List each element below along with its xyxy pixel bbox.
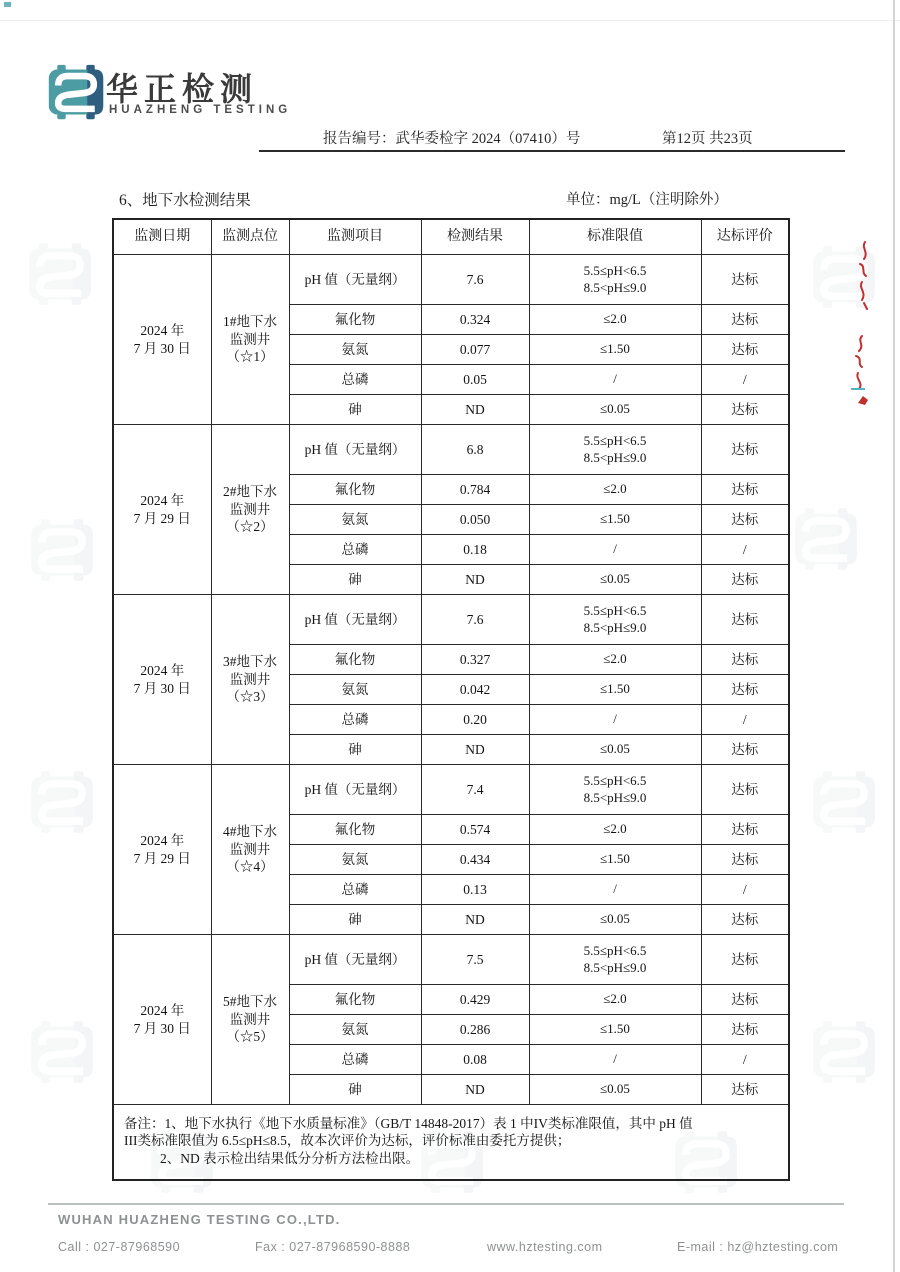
- item-cell: 砷: [289, 565, 421, 595]
- item-cell: 总磷: [289, 705, 421, 735]
- limit-cell: ≤2.0: [529, 305, 701, 335]
- item-cell: pH 值（无量纲）: [289, 255, 421, 305]
- limit-cell: ≤2.0: [529, 815, 701, 845]
- eval-cell: 达标: [701, 305, 789, 335]
- footer-email: E-mail : hz@hztesting.com: [677, 1240, 839, 1254]
- point-cell: 4#地下水 监测井 （☆4）: [211, 765, 289, 935]
- scan-artifact-line: [0, 20, 900, 21]
- result-cell: 7.6: [421, 595, 529, 645]
- item-cell: 氨氮: [289, 675, 421, 705]
- result-cell: ND: [421, 905, 529, 935]
- watermark-logo-icon: [810, 768, 878, 836]
- item-cell: 砷: [289, 1075, 421, 1105]
- limit-cell: ≤2.0: [529, 985, 701, 1015]
- note-line: III类标准限值为 6.5≤pH≤8.5，故本次评价为达标，评价标准由委托方提供；: [124, 1133, 571, 1149]
- result-cell: 7.5: [421, 935, 529, 985]
- col-header-result: 检测结果: [421, 219, 529, 255]
- eval-cell: 达标: [701, 565, 789, 595]
- result-cell: 0.20: [421, 705, 529, 735]
- col-header-item: 监测项目: [289, 219, 421, 255]
- limit-cell: ≤0.05: [529, 395, 701, 425]
- table-header-row: [113, 219, 789, 255]
- limit-cell: ≤0.05: [529, 735, 701, 765]
- result-cell: ND: [421, 1075, 529, 1105]
- date-cell: 2024 年 7 月 29 日: [113, 425, 211, 595]
- eval-cell: /: [701, 535, 789, 565]
- logo-watermark: [28, 1018, 96, 1091]
- logo-watermark: [26, 240, 94, 313]
- item-cell: 总磷: [289, 875, 421, 905]
- limit-cell: 5.5≤pH<6.5 8.5<pH≤9.0: [529, 425, 701, 475]
- huazheng-logo-icon: [46, 62, 106, 122]
- item-cell: 氨氮: [289, 1015, 421, 1045]
- item-cell: 砷: [289, 905, 421, 935]
- table-row: [113, 425, 789, 475]
- logo-watermark: [28, 516, 96, 589]
- item-cell: 氨氮: [289, 505, 421, 535]
- result-cell: 0.434: [421, 845, 529, 875]
- point-cell: 2#地下水 监测井 （☆2）: [211, 425, 289, 595]
- section-title: 6、地下水检测结果: [119, 192, 251, 209]
- page-number: 第12页 共23页: [662, 131, 753, 147]
- limit-cell: 5.5≤pH<6.5 8.5<pH≤9.0: [529, 935, 701, 985]
- eval-cell: 达标: [701, 985, 789, 1015]
- company-name-cn: 华正检测: [106, 71, 259, 107]
- eval-cell: 达标: [701, 905, 789, 935]
- eval-cell: /: [701, 365, 789, 395]
- limit-cell: /: [529, 705, 701, 735]
- result-cell: 0.784: [421, 475, 529, 505]
- red-annotation-mark: [856, 240, 874, 312]
- point-cell: 1#地下水 监测井 （☆1）: [211, 255, 289, 425]
- col-header-date: 监测日期: [113, 219, 211, 255]
- result-cell: 0.324: [421, 305, 529, 335]
- date-cell: 2024 年 7 月 30 日: [113, 935, 211, 1105]
- result-cell: 0.050: [421, 505, 529, 535]
- result-cell: 0.18: [421, 535, 529, 565]
- watermark-logo-icon: [28, 1018, 96, 1086]
- point-cell: 5#地下水 监测井 （☆5）: [211, 935, 289, 1105]
- eval-cell: 达标: [701, 735, 789, 765]
- limit-cell: /: [529, 1045, 701, 1075]
- eval-cell: /: [701, 1045, 789, 1075]
- limit-cell: /: [529, 875, 701, 905]
- item-cell: 氟化物: [289, 985, 421, 1015]
- limit-cell: 5.5≤pH<6.5 8.5<pH≤9.0: [529, 595, 701, 645]
- watermark-logo-icon: [28, 516, 96, 584]
- item-cell: pH 值（无量纲）: [289, 425, 421, 475]
- item-cell: pH 值（无量纲）: [289, 765, 421, 815]
- result-cell: 0.286: [421, 1015, 529, 1045]
- col-header-limit: 标准限值: [529, 219, 701, 255]
- eval-cell: 达标: [701, 645, 789, 675]
- scan-artifact-dot: [4, 2, 11, 7]
- scan-edge-line: [893, 0, 895, 1272]
- eval-cell: 达标: [701, 765, 789, 815]
- item-cell: 氨氮: [289, 335, 421, 365]
- cyan-annotation-mark: [850, 386, 866, 392]
- note-line: 备注：1、地下水执行《地下水质量标准》（GB/T 14848-2017）表 1 中IV类标准限值，其中 pH 值: [124, 1115, 693, 1131]
- result-cell: 0.327: [421, 645, 529, 675]
- table-row: [113, 255, 789, 305]
- item-cell: 氟化物: [289, 815, 421, 845]
- footer-phone: Call : 027-87968590: [58, 1240, 181, 1254]
- eval-cell: 达标: [701, 935, 789, 985]
- date-cell: 2024 年 7 月 30 日: [113, 595, 211, 765]
- result-cell: 0.13: [421, 875, 529, 905]
- logo-watermark: [28, 768, 96, 841]
- eval-cell: /: [701, 875, 789, 905]
- item-cell: 砷: [289, 735, 421, 765]
- col-header-point: 监测点位: [211, 219, 289, 255]
- footer-website: www.hztesting.com: [487, 1240, 603, 1254]
- eval-cell: 达标: [701, 1075, 789, 1105]
- unit-label: 单位：mg/L（注明除外）: [566, 192, 728, 208]
- point-cell: 3#地下水 监测井 （☆3）: [211, 595, 289, 765]
- logo-watermark: [792, 505, 860, 578]
- watermark-logo-icon: [792, 505, 860, 573]
- red-annotation-mark: [852, 334, 870, 392]
- item-cell: 氟化物: [289, 305, 421, 335]
- limit-cell: ≤0.05: [529, 905, 701, 935]
- result-cell: 0.05: [421, 365, 529, 395]
- item-cell: 总磷: [289, 535, 421, 565]
- item-cell: 氨氮: [289, 845, 421, 875]
- date-cell: 2024 年 7 月 30 日: [113, 255, 211, 425]
- limit-cell: ≤1.50: [529, 335, 701, 365]
- header-rule: [259, 150, 845, 152]
- groundwater-results-table: [112, 218, 790, 1181]
- eval-cell: 达标: [701, 395, 789, 425]
- limit-cell: ≤0.05: [529, 565, 701, 595]
- eval-cell: 达标: [701, 335, 789, 365]
- result-cell: 6.8: [421, 425, 529, 475]
- eval-cell: 达标: [701, 815, 789, 845]
- table-row: [113, 765, 789, 815]
- notes-cell: [113, 1105, 789, 1181]
- company-name-en: HUAZHENG TESTING: [109, 104, 292, 116]
- red-annotation-blob: [856, 394, 870, 406]
- eval-cell: 达标: [701, 675, 789, 705]
- result-cell: ND: [421, 395, 529, 425]
- limit-cell: ≤1.50: [529, 675, 701, 705]
- item-cell: pH 值（无量纲）: [289, 595, 421, 645]
- result-cell: 0.574: [421, 815, 529, 845]
- note-row: [113, 1105, 789, 1181]
- eval-cell: /: [701, 705, 789, 735]
- item-cell: 总磷: [289, 1045, 421, 1075]
- item-cell: pH 值（无量纲）: [289, 935, 421, 985]
- eval-cell: 达标: [701, 475, 789, 505]
- result-cell: 7.4: [421, 765, 529, 815]
- watermark-logo-icon: [26, 240, 94, 308]
- limit-cell: ≤2.0: [529, 645, 701, 675]
- note-line: 2、ND 表示检出结果低分分析方法检出限。: [160, 1150, 420, 1166]
- item-cell: 总磷: [289, 365, 421, 395]
- limit-cell: ≤1.50: [529, 845, 701, 875]
- limit-cell: /: [529, 365, 701, 395]
- table-row: [113, 935, 789, 985]
- result-cell: 0.429: [421, 985, 529, 1015]
- footer-rule: [48, 1203, 844, 1205]
- item-cell: 氟化物: [289, 475, 421, 505]
- report-number: 报告编号：武华委检字 2024（07410）号: [323, 131, 581, 147]
- result-cell: 0.042: [421, 675, 529, 705]
- table-row: [113, 595, 789, 645]
- logo-watermark: [810, 768, 878, 841]
- limit-cell: 5.5≤pH<6.5 8.5<pH≤9.0: [529, 255, 701, 305]
- watermark-logo-icon: [810, 1018, 878, 1086]
- limit-cell: /: [529, 535, 701, 565]
- eval-cell: 达标: [701, 595, 789, 645]
- col-header-eval: 达标评价: [701, 219, 789, 255]
- eval-cell: 达标: [701, 1015, 789, 1045]
- result-cell: 7.6: [421, 255, 529, 305]
- limit-cell: ≤0.05: [529, 1075, 701, 1105]
- limit-cell: 5.5≤pH<6.5 8.5<pH≤9.0: [529, 765, 701, 815]
- item-cell: 砷: [289, 395, 421, 425]
- result-cell: ND: [421, 735, 529, 765]
- item-cell: 氟化物: [289, 645, 421, 675]
- eval-cell: 达标: [701, 255, 789, 305]
- watermark-logo-icon: [28, 768, 96, 836]
- limit-cell: ≤2.0: [529, 475, 701, 505]
- date-cell: 2024 年 7 月 29 日: [113, 765, 211, 935]
- result-cell: ND: [421, 565, 529, 595]
- limit-cell: ≤1.50: [529, 505, 701, 535]
- logo-watermark: [810, 1018, 878, 1091]
- eval-cell: 达标: [701, 845, 789, 875]
- footer-fax: Fax : 027-87968590-8888: [255, 1240, 411, 1254]
- eval-cell: 达标: [701, 505, 789, 535]
- result-cell: 0.077: [421, 335, 529, 365]
- footer-company: WUHAN HUAZHENG TESTING CO.,LTD.: [58, 1212, 341, 1227]
- result-cell: 0.08: [421, 1045, 529, 1075]
- eval-cell: 达标: [701, 425, 789, 475]
- limit-cell: ≤1.50: [529, 1015, 701, 1045]
